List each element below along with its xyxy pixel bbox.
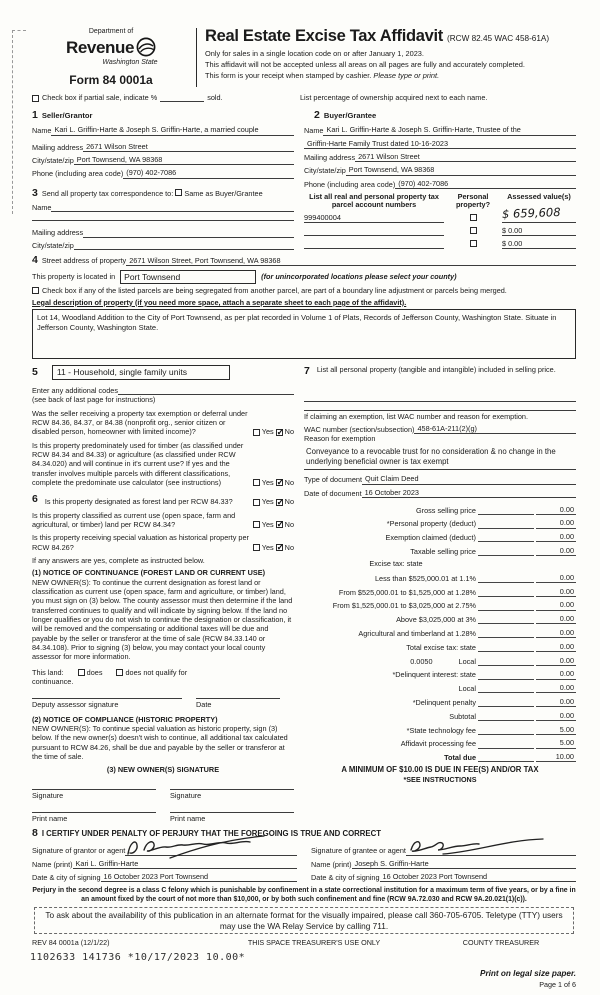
minimum-due-note: A MINIMUM OF $10.00 IS DUE IN FEE(S) AND/OR TAX [341,765,539,775]
this-land-label: This land: [32,667,64,677]
section-3-number: 3 [32,186,38,199]
fee-table: Gross selling price 0.00 *Personal property (deduct) 0.00 Exemption claimed (deduct) 0.00 Taxable selling price 0.00 Excise tax: state Less than $525,000.01 at 1.1% 0.00 From $525,000.01 to $1,525,000 at 1.28% 0.00 From $1,525,000.01 to $3,025,000 at 2.75% 0.00 Above $3,025,000 at 3% 0.00 Agricultural and timberland at 1.28% 0.00 Total excise tax: state 0.00 0.0050 Local 0.00 *Delinquent interest: state 0.00 Local 0.00 *Delinquent penalty 0.00 Subtotal 0.00 *State technology fee 5.00 Affidavit processing fee 5.00 Total due 10.00 [304,501,576,762]
wac-number-value[interactable]: 458-61A-211(2)(g) [414,424,576,434]
perjury-notice: Perjury in the second degree is a class C felony which is punishable by confinement in a state correctional institution for a maximum term of five years, or by a fine in an amount fixed by the court of not more than $10,000, or by both such confinement and fine (RCW 9A.72.030 and RCW 9A.20.021(1)(c)). [32,887,576,903]
header-note-2: This affidavit will not be accepted unless all areas on all pages are fully and accurately completed. [205,59,525,69]
exemption-note: If claiming an exemption, list WAC number and reason for exemption. [304,410,576,421]
s5-question-2: Is this property predominately used for timber (as classified under RCW 84.34 and 84.33) or agriculture (as classified under RCW 84.34.020) and will continue in it's current use? If yes and the transfer involves multiple parcels with different classifications, complete the predominate use calculator (see instructions) [32,440,244,488]
assessed-value-1[interactable]: $ 659,608 [501,204,561,221]
notice-continuance-title: (1) NOTICE OF CONTINUANCE (FOREST LAND OR CURRENT USE) [32,568,266,578]
total-due-value[interactable]: 10.00 [536,752,576,762]
grantee-signature-label: Signature of grantee or agent [311,846,406,856]
wac-number-label: WAC number (section/subsection) [304,424,415,434]
deputy-assessor-signature-line[interactable]: Deputy assessor signature [32,698,182,709]
section-2-number: 2 [314,108,320,121]
buyer-name-label: Name [304,126,324,136]
located-in-select[interactable]: Port Townsend [120,270,256,285]
grantee-date-city[interactable]: 16 October 2023 Port Townsend [380,872,576,882]
see-instructions-note: *SEE INSTRUCTIONS [403,775,477,785]
section-7-number: 7 [304,365,310,378]
section-4-number: 4 [32,254,38,267]
seller-name-value[interactable]: Kari L. Griffin-Harte & Joseph S. Griffin-Harte, a married couple [51,125,294,135]
street-address-value[interactable]: 2671 Wilson Street, Port Townsend, WA 98368 [126,256,576,266]
partial-sale-checkbox[interactable] [32,95,39,102]
grantor-print-name[interactable]: Kari L. Griffin-Harte [73,859,297,869]
grantor-certification [32,843,311,883]
ownership-percentage-note: List percentage of ownership acquired next to each name. [300,92,488,102]
parcel-numbers-header: List all real and personal property tax parcel account numbers [309,192,439,210]
correspondence-csz-input[interactable] [74,249,294,250]
personal-property-input-line[interactable] [304,401,576,402]
buyer-name-value-1[interactable]: Kari L. Griffin-Harte & Joseph S. Griffin-Harte, Trustee of the [323,125,576,135]
grantee-print-name[interactable]: Joseph S. Griffin-Harte [352,859,576,869]
seller-address-value[interactable]: 2671 Wilson Street [83,142,294,152]
located-in-label: This property is located in [32,272,116,282]
fee-value[interactable]: 5.00 [536,725,576,735]
print-legal-note: Print on legal size paper. [479,969,576,979]
certification-section [32,827,576,882]
new-owners-signature-title: (3) NEW OWNER(S) SIGNATURE [106,765,220,775]
form-title: Real Estate Excise Tax Affidavit [205,27,444,45]
correspondence-section [32,187,294,200]
seller-phone-value[interactable]: (970) 402-7086 [123,168,294,178]
fee-value[interactable]: 0.00 [536,505,576,515]
assessed-value-2[interactable]: $ 0.00 [502,223,576,236]
personal-property-section [304,365,576,823]
buyer-address-label: Mailing address [304,153,356,163]
fee-value[interactable]: 0.00 [536,587,576,597]
page-number: Page 1 of 6 [539,979,576,989]
parcel-number-3[interactable] [304,236,444,249]
segregated-label: Check box if any of the listed parcels are being segregated from another parcel, are part of a boundary line adjustment or parcels being merged. [42,286,507,296]
type-or-print-note: Please type or print. [373,70,440,80]
notice-compliance-title: (2) NOTICE OF COMPLIANCE (HISTORIC PROPERTY) [32,714,218,724]
s6-q2-no-checkbox[interactable] [276,521,283,528]
buyer-csz-label: City/state/zip [304,166,346,176]
correspondence-name-input[interactable] [51,211,294,212]
header-note-1: Only for sales in a single location code on or after January 1, 2023. [205,48,424,58]
document-type-label: Type of document [304,475,363,485]
document-date-label: Date of document [304,488,362,498]
buyer-address-value[interactable]: 2671 Wilson Street [355,152,576,162]
personal-property-checkbox-1[interactable] [470,214,477,221]
s6-q3-no-checkbox[interactable] [276,544,283,551]
grantor-signature-icon [122,834,272,862]
fee-value[interactable]: 0.00 [536,614,576,624]
correspondence-address-label: Mailing address [32,228,84,238]
parcel-number-2[interactable] [304,223,444,236]
personal-property-checkbox-3[interactable] [470,240,477,247]
assessed-values-header: Assessed value(s) [507,192,571,201]
use-codes-section: 5 11 - Household, single family units Enter any additional codes (see back of last page for instructions) Was the seller receiving a property tax exemption or deferral under RCW 84.36, 84.37, or 84.38 (nonprofit org., senior citizen or disabled person, homeowner with limited income)? Yes ✓ No Is this property predominately used for timber (as classified under RCW 84.34 and 84.33) or agriculture (as classified under RCW 84.34.020) and will continue in it's current use? If yes and the transfer involves multiple parcels with different classifications, complete the predominate use calculator (see instructions) Yes ✓ No 6 Is this property designated as forest land per RCW 84.33? Yes ✓ No Is this property classified as current use (open space, farm and agricultural, or timber) land per RCW 84.34? Yes ✓ No Is this property receiving special valuation as historical property per RCW 84.26? Yes ✓ No If any answers are yes, complete as instructed below. (1) NOTICE OF CONTINUANCE (FOREST LAND OR CURRENT USE) NEW OWNER(S): To continue the current designation as forest land or classification as current use (open space, farm and agriculture, or timber) land, you must sign on (3) below. The county assessor must then determine if the land transferred continues to qualify and will indicate by signing below. If the land no longer qualifies or you do not wish to continue the designation or classification, it will be removed and the compensating or additional taxes will be due and payable by the seller or transferor at the time of sale (RCW 84.33.140 or 84.34.108). Prior to signing (3) below, you may contact your local county assessor for more information. This land: does does not qualify for continuance. Deputy assessor signature Date (2) NOTICE OF COMPLIANCE (HISTORIC PROPERTY) NEW OWNER(S): To continue special valuation as historic property, sign (3) below. If the new owner(s) doesn't wish to continue, all additional tax calculated pursuant to RCW 84.26, shall be due and payable by the seller or transferor at the time of sale. (3) NEW OWNER(S) SIGNATURE Signature Signature Print name Print name [32,365,294,823]
correspondence-name-label: Name [32,203,52,213]
property-section [32,254,576,359]
s6-instruction: If any answers are yes, complete as instructed below. [32,556,205,566]
legal-description-label: Legal description of property (if you need more space, attach a separate sheet to each page of the affidavit). [32,297,407,307]
s5-q1-yes-checkbox[interactable] [253,429,260,436]
fee-value[interactable]: 0.00 [536,697,576,707]
reason-underline [304,467,576,470]
personal-property-header: Personal property? [455,192,491,210]
land-does-not-checkbox[interactable] [116,669,123,676]
fee-value[interactable]: 0.00 [536,711,576,721]
fee-value[interactable]: 0.00 [536,600,576,610]
section-6-number: 6 [32,493,38,506]
header-note-3: This form is your receipt when stamped by cashier. Please type or print. [205,70,440,80]
treasurer-cash-register-stamp: 1102633 141736 *10/17/2023 10.00* [30,952,246,963]
s6-question-1: Is this property designated as forest land per RCW 84.33? [44,497,233,507]
buyer-name-value-2[interactable]: Griffin-Harte Family Trust dated 10-16-2023 [304,139,576,149]
seller-phone-label: Phone (including area code) [32,169,124,179]
header-divider [196,28,197,87]
notice-compliance-body: NEW OWNER(S): To continue special valuation as historic property, sign (3) below. If the new owner(s) doesn't wish to continue, all additional tax calculated pursuant to RCW 84.26, shall be due and payable by the seller or transferor at the time of sale. [32,724,288,761]
segregated-checkbox[interactable] [32,287,39,294]
excise-tax-state-header: Excise tax: state [369,559,423,569]
new-owner-print-line-2[interactable]: Print name [170,812,294,823]
document-date-value[interactable]: 16 October 2023 [362,488,576,498]
same-as-buyer-label: Same as Buyer/Grantee [184,188,263,198]
dept-of-label: Department of [88,28,134,35]
fee-value[interactable]: 0.00 [536,656,576,666]
continuance-label: continuance. [32,677,74,687]
certify-statement: I CERTIFY UNDER PENALTY OF PERJURY THAT THE FOREGOING IS TRUE AND CORRECT [41,829,382,839]
seller-address-label: Mailing address [32,142,84,152]
dor-logo-icon [136,37,156,59]
grantor-print-label: Name (print) [32,859,73,869]
buyer-grantee-section [304,107,576,250]
legal-description-box[interactable]: Lot 14, Woodland Addition to the City of Port Townsend, as per plat recorded in Volume 1 of Plats, Records of Jefferson County, Washington State. Situate in Jefferson County, Washington State. [32,309,576,359]
section-8-number: 8 [32,827,38,840]
correspondence-name-input-2[interactable] [32,220,294,221]
grantee-signature-icon [407,836,547,860]
county-treasurer-label: COUNTY TREASURER [462,938,540,948]
reason-for-exemption-value[interactable]: Conveyance to a revocable trust for no consideration & no change in the underlying beneficial owner is tax exempt [306,447,556,467]
rev-form-id: REV 84 0001a (12/1/22) [32,938,110,948]
s6-q2-yes-checkbox[interactable] [253,521,260,528]
s6-q3-yes-checkbox[interactable] [253,544,260,551]
document-type-value[interactable]: Quit Claim Deed [362,474,576,484]
s6-q1-no-checkbox[interactable] [276,499,283,506]
new-owner-print-line-1[interactable]: Print name [32,812,156,823]
s7-intro: List all personal property (tangible and intangible) included in selling price. [316,365,556,375]
buyer-csz-value[interactable]: Port Townsend, WA 98368 [346,165,576,175]
s6-q1-yes-checkbox[interactable] [253,499,260,506]
assessed-value-3[interactable]: $ 0.00 [502,236,576,249]
form-number: Form 84 0001a [69,73,153,88]
partial-sale-percent-input[interactable] [160,101,204,102]
correspondence-address-input[interactable] [83,237,294,238]
correspondence-label: Send all property tax correspondence to: [41,188,174,198]
does-label: does [86,667,103,677]
s6-question-3: Is this property receiving special valuation as historical property per RCW 84.26? [32,533,249,552]
seller-grantor-title: Seller/Grantor [41,110,93,120]
additional-codes-note: (see back of last page for instructions) [32,395,156,405]
forest-land-section: 6 Is this property designated as forest land per RCW 84.33? Yes ✓ No [32,493,294,506]
fee-value[interactable]: 0.00 [536,683,576,693]
local-rate-value: 0.0050 [410,656,433,666]
s5-question-1: Was the seller receiving a property tax exemption or deferral under RCW 84.36, 84.37, or 84.38 (nonprofit org., senior citizen or disabled person, homeowner with limited income)? [32,408,248,437]
section-5-number: 5 [32,365,38,378]
correspondence-csz-label: City/state/zip [32,240,74,250]
washington-state-label: Washington State [102,59,158,67]
form-title-rcw: (RCW 82.45 WAC 458-61A) [447,34,550,43]
land-use-code-box[interactable]: 11 - Household, single family units [52,365,230,380]
grantee-print-label: Name (print) [311,859,352,869]
parcel-number-1[interactable]: 999400004 [304,210,444,223]
unincorporated-note: (for unincorporated locations please select your county) [261,272,457,282]
fee-value[interactable]: 0.00 [536,532,576,542]
s5-q2-no-checkbox[interactable] [276,479,283,486]
street-address-label: Street address of property [41,256,127,266]
form-header [32,26,576,89]
fee-value[interactable]: 5.00 [536,738,576,748]
fee-value[interactable]: 0.00 [536,642,576,652]
partial-sale-label: Check box if partial sale, indicate % [42,92,158,102]
buyer-phone-value[interactable]: (970) 402-7086 [395,179,576,189]
sold-label: sold. [207,92,223,102]
additional-codes-label: Enter any additional codes [32,386,118,396]
buyer-phone-label: Phone (including area code) [304,179,396,189]
grantor-date-city[interactable]: 16 October 2023 Port Townsend [101,872,297,882]
dor-logo-block [32,26,190,89]
seller-grantor-section [32,107,294,250]
alternate-format-notice: To ask about the availability of this publication in an alternate format for the visually impaired, please call 360-705-6705. Teletype (TTY) users may use the WA Relay Service by calling 711. [34,907,574,934]
new-owner-signature-line-1[interactable]: Signature [32,789,156,800]
same-as-buyer-checkbox[interactable] [175,189,182,196]
seller-csz-label: City/state/zip [32,156,74,166]
s5-q2-yes-checkbox[interactable] [253,479,260,486]
deputy-date-line[interactable]: Date [196,698,280,709]
personal-property-checkbox-2[interactable] [470,227,477,234]
fee-value[interactable]: 0.00 [536,573,576,583]
fee-value[interactable]: 0.00 [536,546,576,556]
reason-for-exemption-label: Reason for exemption [304,434,376,444]
new-owner-signature-line-2[interactable]: Signature [170,789,294,800]
grantor-signature-label: Signature of grantor or agent [32,846,126,856]
fee-value[interactable]: 0.00 [536,669,576,679]
fee-value[interactable]: 0.00 [536,518,576,528]
treasurer-space-label: THIS SPACE TREASURER'S USE ONLY [247,938,381,948]
grantor-date-label: Date & city of signing [32,873,101,883]
grantee-date-label: Date & city of signing [311,873,380,883]
fee-value[interactable]: 0.00 [536,628,576,638]
notice-continuance-body: NEW OWNER(S): To continue the current designation as forest land or classification as current use (open space, farm and agriculture, or timber) land, you must sign on (3) below. The county assessor must then determine if the land transferred continues to qualify and will indicate by signing below. If the land no longer qualifies or you do not wish to continue the designation or classification, it will be removed and the compensating or additional taxes will be due and payable by the seller or transferor at the time of sale (RCW 84.33.140 or 84.34.108). Prior to signing (3) below, you may contact your local county assessor for more information. [32,577,293,662]
s5-q1-no-checkbox[interactable] [276,429,283,436]
section-1-number: 1 [32,108,38,121]
buyer-grantee-title: Buyer/Grantee [323,110,377,120]
parcel-table [304,193,576,249]
s6-question-2: Is this property classified as current use (open space, farm and agricultural, or timber) land per RCW 84.34? [32,510,236,530]
scan-edge-artifact [12,30,26,214]
seller-name-label: Name [32,126,52,136]
does-not-label: does not qualify for [125,667,188,677]
grantee-certification [311,843,576,883]
land-does-checkbox[interactable] [78,669,85,676]
seller-csz-value[interactable]: Port Townsend, WA 98368 [74,155,294,165]
revenue-wordmark: Revenue [65,38,135,58]
